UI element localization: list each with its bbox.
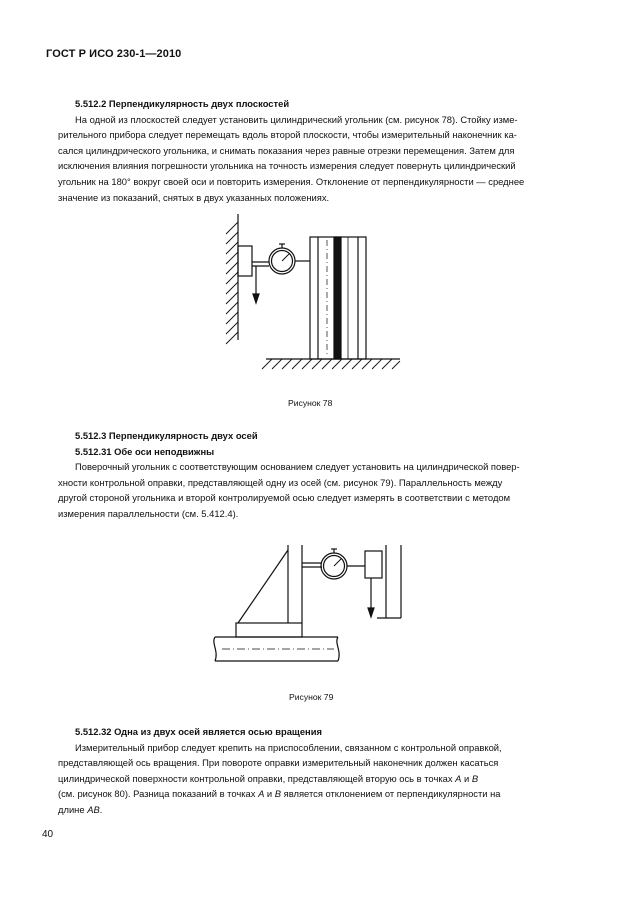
section-5-512-32 (58, 724, 581, 818)
page-header-title: ГОСТ Р ИСО 230-1—2010 (46, 48, 182, 60)
paragraph-line: значение из показаний, снятых в двух указанных положениях. (58, 191, 330, 203)
paragraph-line: угольник на 180° вокруг своей оси и повторить измерения. Отклонение от перпендикулярности — среднее (58, 175, 525, 187)
text-run: . (99, 803, 103, 815)
page-number: 40 (42, 829, 54, 840)
section-5-512-2 (58, 96, 581, 205)
text-run: длине (58, 803, 88, 815)
text-run: цилиндрической поверхности контрольной оправки, представляющей вторую ось в точках (58, 772, 456, 784)
paragraph-line: исключения влияния погрешности угольника на точность измерения следует повернуть цилиндрический (58, 160, 516, 172)
segment-ab-label: AB (87, 803, 100, 815)
figure-79-caption: Рисунок 79 (289, 692, 334, 702)
paragraph-line: представляющей ось вращения. При повороте оправки измерительный наконечник должен касаться (58, 757, 499, 769)
paragraph-line: хности контрольной оправки, представляющей одну из осей (см. рисунок 79). Параллельность между (58, 476, 503, 488)
paragraph-line (58, 771, 581, 787)
paragraph-line: другой стороной угольника и второй контролируемой осью следует измерять в соответствии с методом (58, 492, 511, 504)
point-b-label: B (274, 788, 282, 800)
text-run: (см. рисунок 80). Разница показаний в точках (58, 788, 259, 800)
paragraph-line: Поверочный угольник с соответствующим основанием следует установить на цилиндрической повер- (75, 461, 520, 473)
paragraph-line: На одной из плоскостей следует установить цилиндрический угольник (см. рисунок 78). Стойку изме- (75, 113, 518, 125)
text-run: и (264, 788, 275, 800)
paragraph-line (58, 802, 581, 818)
section-heading: 5.512.32 Одна из двух осей является осью вращения (75, 726, 322, 737)
paragraph-line: измерения параллельности (см. 5.412.4). (58, 507, 239, 519)
figure-78-caption: Рисунок 78 (288, 398, 333, 408)
section-heading: 5.512.2 Перпендикулярность двух плоскостей (75, 98, 290, 109)
text-run: и (461, 772, 472, 784)
text-run: является отклонением от перпендикулярности на (281, 788, 501, 800)
point-a-label: A (455, 772, 462, 784)
section-heading: 5.512.3 Перпендикулярность двух осей (75, 430, 258, 441)
point-a-label: A (258, 788, 265, 800)
subsection-heading: 5.512.31 Обе оси неподвижны (75, 445, 215, 457)
paragraph-line: Измерительный прибор следует крепить на приспособлении, связанном с контрольной оправкой, (75, 741, 502, 753)
paragraph-line: сался цилиндрического угольника, и снимать показания через равные отрезки перемещения. Затем для (58, 144, 515, 156)
section-5-512-3 (58, 428, 581, 522)
paragraph-line: рительного прибора следует перемещать вдоль второй плоскости, чтобы измерительный наконечник ка- (58, 129, 517, 141)
paragraph-line (58, 786, 581, 802)
point-b-label: B (471, 772, 479, 784)
